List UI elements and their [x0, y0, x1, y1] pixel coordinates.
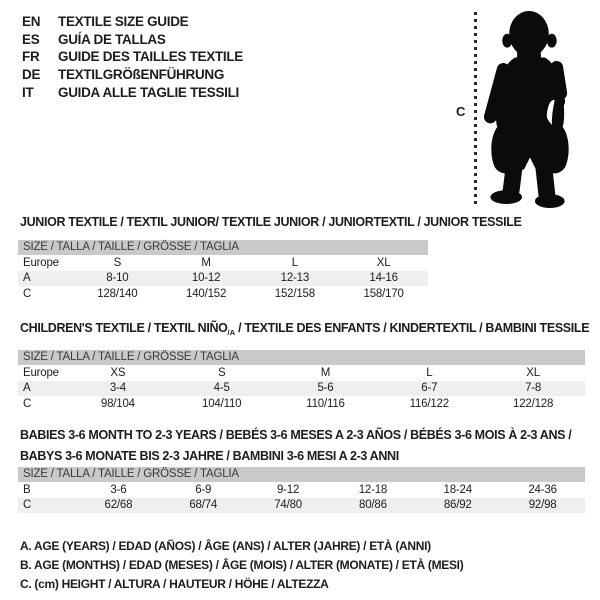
junior-size-table [18, 240, 428, 302]
size-cell: 4-5 [213, 382, 230, 395]
table-row [18, 498, 585, 514]
language-code: ES [22, 31, 40, 47]
table-row [18, 255, 428, 271]
size-cell: 86/92 [443, 499, 472, 512]
size-cell: 10-12 [191, 272, 221, 285]
language-code: EN [22, 14, 41, 30]
size-cell: 3-6 [110, 483, 127, 496]
size-header-row: SIZE / TALLA / TAILLE / GRÖSSE / TAGLIA [18, 350, 585, 365]
table-row [18, 271, 428, 287]
size-cell: 5-6 [317, 382, 334, 395]
size-cell: 14-16 [369, 272, 398, 285]
language-label: GUÍA DE TALLAS [58, 31, 166, 47]
size-cell: 116/122 [409, 397, 449, 410]
height-measure-label: C [456, 104, 466, 119]
row-label: C [23, 499, 32, 512]
size-cell: L [291, 256, 298, 269]
size-cell: XL [526, 366, 540, 379]
size-cell: 152/158 [274, 287, 315, 300]
size-cell: XL [376, 256, 391, 269]
size-cell: 104/110 [202, 397, 242, 410]
size-cell: 62/68 [104, 499, 133, 512]
size-cell: 12-18 [358, 483, 388, 496]
size-cell: 128/140 [97, 287, 138, 300]
size-cell: S [217, 366, 226, 379]
table-row [18, 396, 585, 412]
language-label: TEXTILGRÖßENFÜHRUNG [58, 67, 225, 83]
row-label: B [23, 483, 31, 496]
size-cell: XS [110, 366, 126, 379]
footnotes [20, 537, 463, 594]
size-cell: 3-4 [109, 382, 126, 395]
size-cell: 92/98 [528, 499, 557, 512]
language-label: GUIDA ALLE TAGLIE TESSILI [58, 84, 239, 100]
size-cell: M [201, 256, 211, 269]
size-header-row: SIZE / TALLA / TAILLE / GRÖSSE / TAGLIA [18, 240, 428, 255]
size-cell: 6-9 [195, 483, 212, 496]
row-label: C [23, 397, 32, 410]
size-cell: 12-13 [280, 272, 310, 285]
section-title-children [20, 321, 589, 337]
language-title-list [22, 13, 243, 101]
size-cell: 80/86 [359, 499, 387, 512]
section-title-junior: JUNIOR TEXTILE / TEXTIL JUNIOR/ TEXTILE JUNIOR / JUNIORTEXTIL / JUNIOR TESSILE [20, 215, 522, 229]
table-row [18, 482, 585, 498]
language-code: FR [22, 49, 40, 65]
section-title-line2: BABYS 3-6 MONATE BIS 2-3 JAHRE / BAMBINI 3-6 MESI A 2-3 ANNI [20, 449, 399, 463]
section-title-subscript: /A [227, 328, 236, 337]
section-title-text: CHILDREN'S TEXTILE / TEXTIL NIÑO [20, 321, 228, 335]
size-cell: M [320, 366, 331, 379]
size-cell: 24-36 [528, 483, 557, 496]
size-cell: 140/152 [186, 287, 227, 300]
section-title-text: / TEXTILE DES ENFANTS / KINDERTEXTIL / BAMBINI TESSILE [235, 321, 590, 335]
size-cell: 6-7 [421, 382, 438, 395]
size-cell: 68/74 [189, 499, 218, 512]
table-row [18, 286, 428, 302]
size-cell: 110/116 [306, 397, 345, 410]
children-size-table [18, 350, 585, 412]
language-code: DE [22, 67, 41, 83]
size-cell: 74/80 [274, 499, 302, 512]
size-header-row: SIZE / TALLA / TAILLE / GRÖSSE / TAGLIA [18, 467, 585, 482]
size-cell: S [113, 256, 122, 269]
section-title-line1: BABIES 3-6 MONTH TO 2-3 YEARS / BEBÉS 3-6 MESES A 2-3 AÑOS / BÉBÉS 3-6 MOIS À 2-3 ANS / [20, 428, 572, 442]
language-row-fr [22, 48, 243, 66]
language-row-it [22, 83, 243, 101]
row-label: A [23, 272, 31, 285]
table-row [18, 381, 585, 397]
size-cell: 8-10 [106, 272, 129, 285]
size-cell: 158/170 [363, 287, 404, 300]
size-cell: 9-12 [276, 483, 300, 496]
footnote-c: C. (cm) HEIGHT / ALTURA / HAUTEUR / HÖHE / ALTEZZA [20, 577, 329, 591]
table-row [18, 365, 585, 381]
height-measure-dotted-line [474, 12, 477, 206]
language-row-es [22, 31, 243, 49]
babies-size-table [18, 467, 585, 513]
baby-silhouette-icon [480, 10, 576, 208]
row-label: Europe [23, 256, 59, 269]
language-code: IT [22, 84, 34, 100]
language-label: GUIDE DES TAILLES TEXTILE [58, 49, 244, 65]
footnote-a: A. AGE (YEARS) / EDAD (AÑOS) / ÂGE (ANS) / ALTER (JAHRE) / ETÀ (ANNI) [20, 539, 431, 553]
size-cell: L [426, 366, 433, 379]
footnote-b: B. AGE (MONTHS) / EDAD (MESES) / ÂGE (MOIS) / ALTER (MONATE) / ETÀ (MESI) [20, 558, 464, 572]
size-cell: 18-24 [443, 483, 472, 496]
row-label: Europe [23, 366, 59, 379]
language-row-de [22, 66, 243, 84]
row-label: C [23, 287, 32, 300]
language-row-en [22, 13, 243, 31]
language-label: TEXTILE SIZE GUIDE [58, 14, 189, 30]
size-cell: 7-8 [525, 382, 542, 395]
section-title-babies [20, 425, 571, 467]
row-label: A [23, 382, 31, 395]
size-cell: 98/104 [100, 397, 135, 410]
size-cell: 122/128 [513, 397, 554, 410]
